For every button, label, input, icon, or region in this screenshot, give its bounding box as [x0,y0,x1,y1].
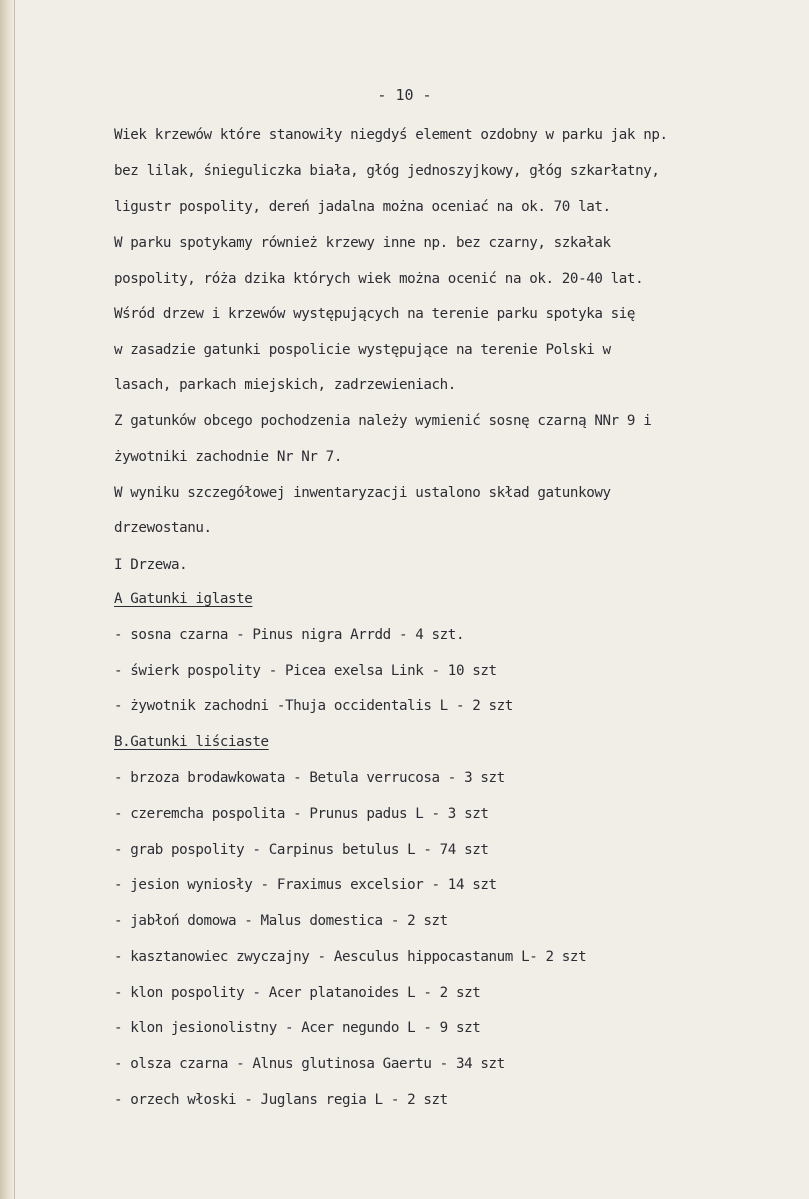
species-item: - jesion wyniosły - Fraximus excelsior - 14 szt [114,877,497,893]
species-item: - klon pospolity - Acer platanoides L - 2 szt [114,985,481,1001]
species-item: - sosna czarna - Pinus nigra Arrdd - 4 szt. [114,627,465,643]
species-item: - klon jesionolistny - Acer negundo L - 9 szt [114,1020,481,1036]
subsection-heading-conifers: A Gatunki iglaste [114,591,253,607]
species-item: - czeremcha pospolita - Prunus padus L - 3 szt [114,806,489,822]
species-item: - świerk pospolity - Picea exelsa Link - 10 szt [114,663,497,679]
species-item: - olsza czarna - Alnus glutinosa Gaertu - 34 szt [114,1056,505,1072]
species-item: - grab pospolity - Carpinus betulus L - 74 szt [114,842,489,858]
page-number: - 10 - [377,86,432,104]
text-line: żywotniki zachodnie Nr Nr 7. [114,449,342,465]
text-line: bez lilak, śnieguliczka biała, głóg jednoszyjkowy, głóg szkarłatny, [114,163,660,179]
text-line: W wyniku szczegółowej inwentaryzacji ustalono skład gatunkowy [114,485,611,501]
text-line: drzewostanu. [114,520,212,536]
species-item: - brzoza brodawkowata - Betula verrucosa - 3 szt [114,770,505,786]
text-line: ligustr pospolity, dereń jadalna można oceniać na ok. 70 lat. [114,199,611,215]
species-item: - żywotnik zachodni -Thuja occidentalis L - 2 szt [114,698,513,714]
section-heading: I Drzewa. [114,557,188,573]
binding-edge [0,0,15,1199]
text-line: lasach, parkach miejskich, zadrzewieniach. [114,377,456,393]
text-line: Wiek krzewów które stanowiły niegdyś element ozdobny w parku jak np. [114,127,668,143]
species-item: - kasztanowiec zwyczajny - Aesculus hippocastanum L- 2 szt [114,949,587,965]
text-line: W parku spotykamy również krzewy inne np. bez czarny, szkałak [114,235,611,251]
species-item: - jabłoń domowa - Malus domestica - 2 szt [114,913,448,929]
text-line: w zasadzie gatunki pospolicie występujące na terenie Polski w [114,342,611,358]
text-line: Z gatunków obcego pochodzenia należy wymienić sosnę czarną NNr 9 i [114,413,652,429]
text-line: Wśród drzew i krzewów występujących na terenie parku spotyka się [114,306,636,322]
subsection-heading-deciduous: B.Gatunki liściaste [114,734,269,750]
species-item: - orzech włoski - Juglans regia L - 2 szt [114,1092,448,1108]
text-line: pospolity, róża dzika których wiek można ocenić na ok. 20-40 lat. [114,271,644,287]
